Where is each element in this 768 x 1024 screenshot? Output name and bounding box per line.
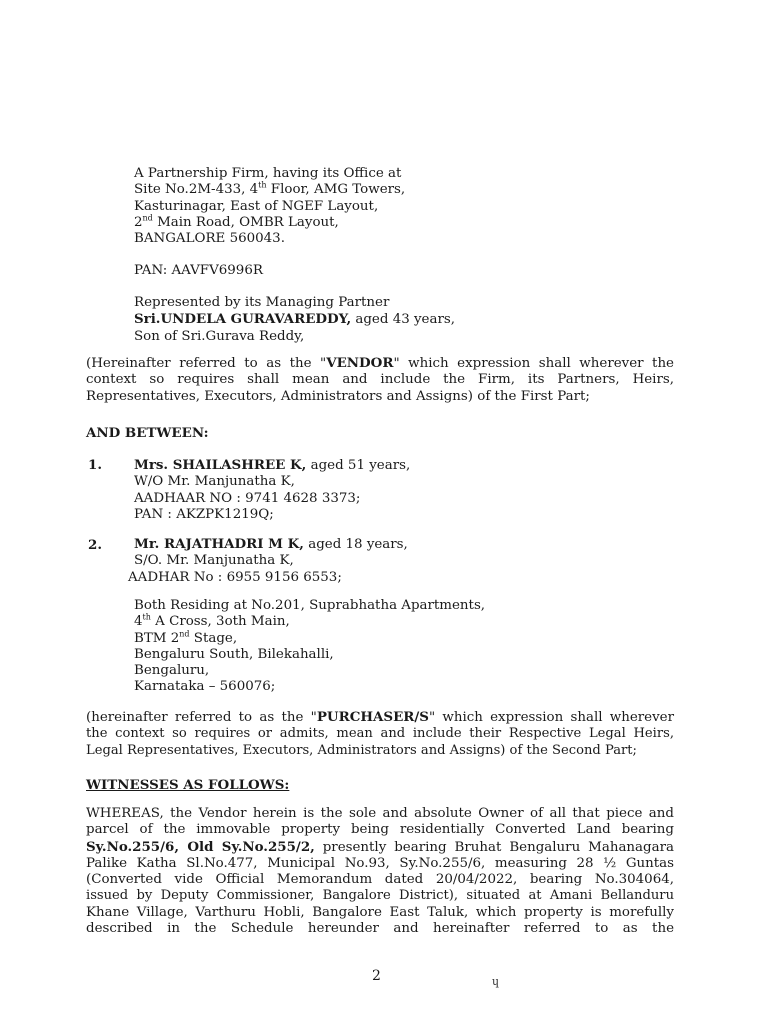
clause-line: context so requires shall mean and include the Firm, its Partners, Heirs, xyxy=(86,372,674,388)
clause-line: the context so requires or admits, mean and include their Respective Legal Heirs, xyxy=(86,726,674,742)
purchaser-line: PAN : AKZPK1219Q; xyxy=(134,506,274,522)
residence-line: Both Residing at No.201, Suprabhatha Apartments, xyxy=(134,598,486,613)
purchaser-line: Mrs. SHAILASHREE K, aged 51 years, xyxy=(134,457,411,473)
vendor-address-line: Site No.2M-433, 4th Floor, AMG Towers, xyxy=(134,180,406,198)
purchaser-line: AADHAR No : 6955 9156 6553; xyxy=(128,569,342,585)
representative-line: Son of Sri.Gurava Reddy, xyxy=(134,328,305,344)
purchaser-clause xyxy=(86,709,674,759)
residence-line: 4th A Cross, 3oth Main, xyxy=(134,612,290,630)
vendor-pan xyxy=(134,263,263,279)
paragraph-line: Khane Village, Varthuru Hobli, Bangalore East Taluk, which property is morefully xyxy=(86,904,674,920)
handwritten-mark: ɥ xyxy=(492,975,500,988)
vendor-clause xyxy=(86,355,674,405)
representative-line: Sri.UNDELA GURAVAREDDY, aged 43 years, xyxy=(134,311,455,328)
residence-line: Karnataka – 560076; xyxy=(134,679,276,695)
vendor-address-line: A Partnership Firm, having its Office at xyxy=(134,166,402,181)
purchaser-line: W/O Mr. Manjunatha K, xyxy=(134,474,295,490)
paragraph-line: (Converted vide Official Memorandum dated 20/04/2022, bearing No.304064, xyxy=(86,872,674,888)
purchaser-1-number: 1. xyxy=(88,457,102,473)
paragraph-line: Palike Katha Sl.No.477, Municipal No.93, Sy.No.255/6, measuring 28 ½ Guntas xyxy=(86,855,674,871)
paragraph-line: described in the Schedule hereunder and hereinafter referred to as the xyxy=(86,921,674,937)
residence-line: Bengaluru South, Bilekahalli, xyxy=(134,646,334,662)
purchaser-line: Mr. RAJATHADRI M K, aged 18 years, xyxy=(134,536,408,552)
vendor-address xyxy=(134,166,405,247)
representative-block xyxy=(134,295,455,345)
paragraph-line: WHEREAS, the Vendor herein is the sole and absolute Owner of all that piece and xyxy=(86,806,674,821)
residence-line: Bengaluru, xyxy=(134,663,210,679)
purchaser-2 xyxy=(128,536,408,586)
vendor-address-line: Kasturinagar, East of NGEF Layout, xyxy=(134,198,379,214)
purchaser-1 xyxy=(134,457,410,523)
purchaser-line: S/O. Mr. Manjunatha K, xyxy=(134,553,294,569)
paragraph-line: Sy.No.255/6, Old Sy.No.255/2, presently bearing Bruhat Bengaluru Mahanagara xyxy=(86,838,674,855)
vendor-address-line: 2nd Main Road, OMBR Layout, xyxy=(134,213,339,230)
whereas-paragraph xyxy=(86,806,674,937)
vendor-address-line: BANGALORE 560043. xyxy=(134,231,285,247)
pan-text: PAN: AAVFV6996R xyxy=(134,263,263,278)
and-between-heading: AND BETWEEN: xyxy=(86,425,209,441)
clause-line: Legal Representatives, Executors, Administrators and Assigns) of the Second Part; xyxy=(86,742,637,758)
clause-line: Representatives, Executors, Administrators and Assigns) of the First Part; xyxy=(86,388,590,404)
purchaser-line: AADHAAR NO : 9741 4628 3373; xyxy=(134,490,361,506)
purchaser-2-number: 2. xyxy=(88,537,102,553)
page-number: 2 xyxy=(372,968,381,984)
representative-line: Represented by its Managing Partner xyxy=(134,295,390,310)
clause-line: (Hereinafter referred to as the "VENDOR" which expression shall wherever the xyxy=(86,355,674,371)
paragraph-line: issued by Deputy Commissioner, Bangalore District), situated at Amani Bellanduru xyxy=(86,888,674,904)
clause-line: (hereinafter referred to as the "PURCHASER/S" which expression shall wherever xyxy=(86,709,674,725)
witnesses-heading: WITNESSES AS FOLLOWS: xyxy=(86,777,290,793)
residence-address xyxy=(134,598,485,696)
residence-line: BTM 2nd Stage, xyxy=(134,629,238,646)
paragraph-line: parcel of the immovable property being residentially Converted Land bearing xyxy=(86,822,674,838)
